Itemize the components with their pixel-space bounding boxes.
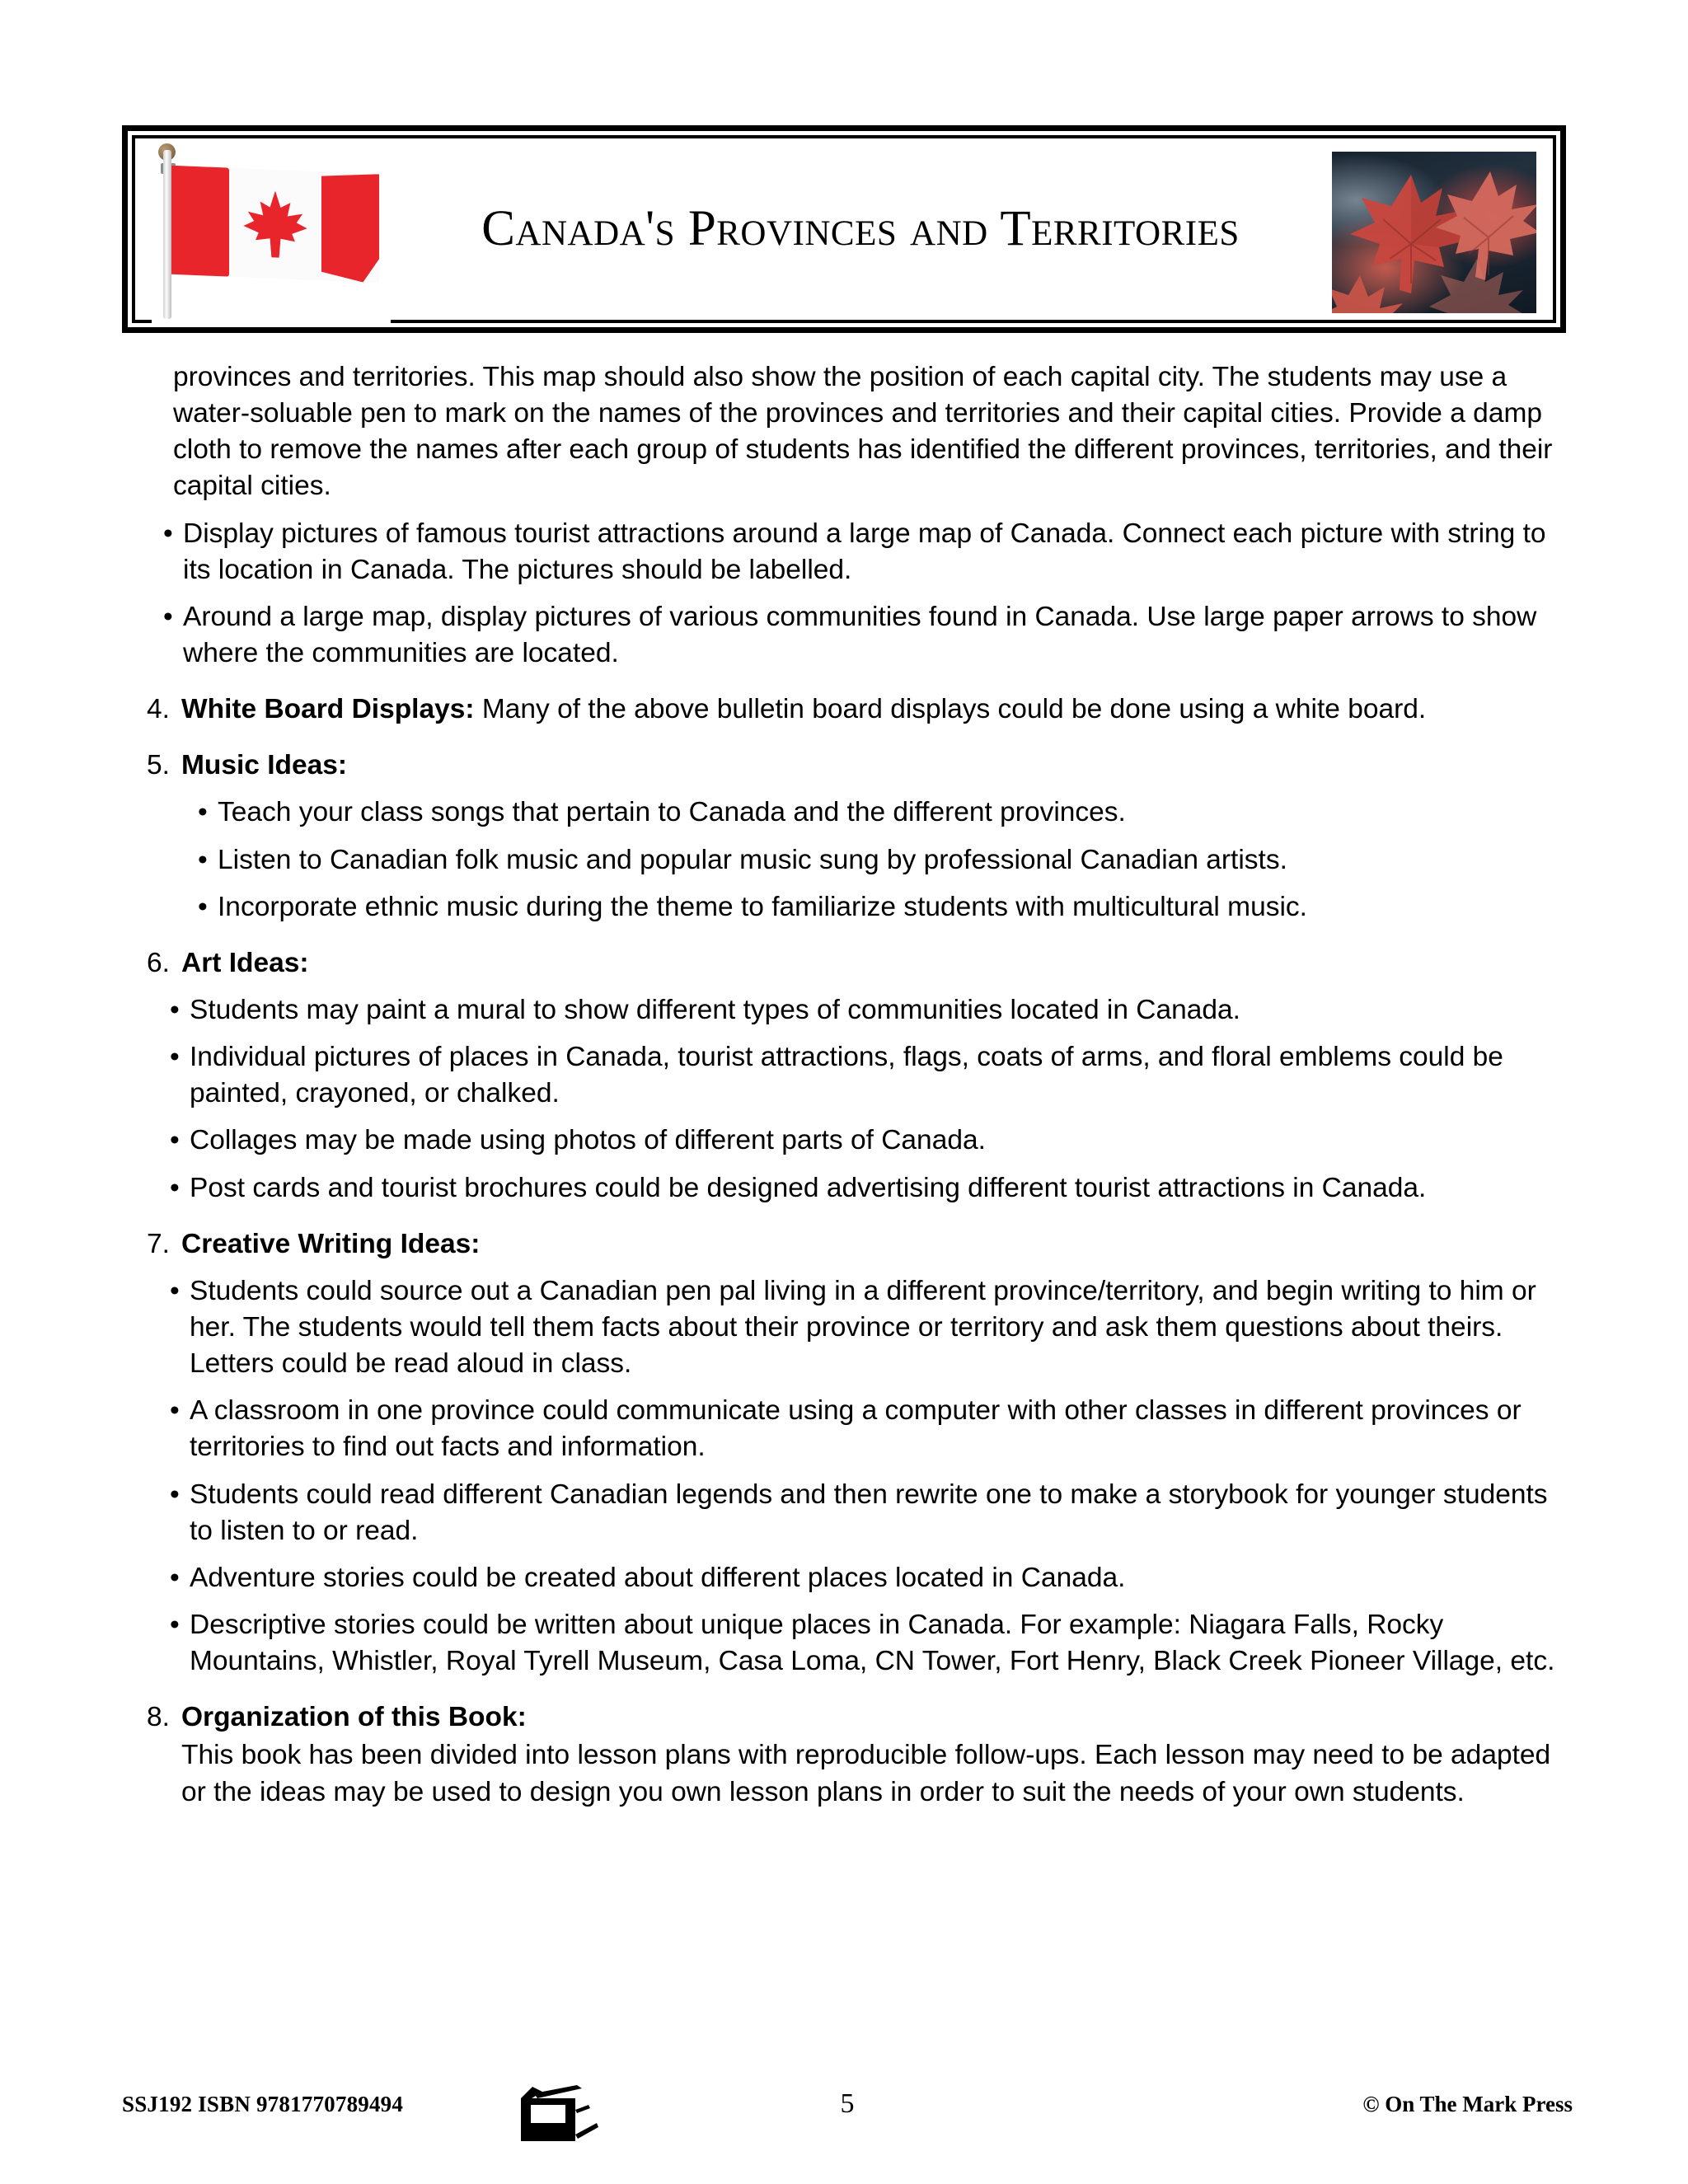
list-item: [122, 1170, 1566, 1207]
bullet-icon: •: [170, 1609, 180, 1640]
list-item-text: Collages may be made using photos of different parts of Canada.: [190, 1125, 986, 1156]
list-item: [122, 1122, 1566, 1159]
bullet-icon: •: [163, 518, 173, 549]
list-item-text: Students could source out a Canadian pen pal living in a different province/territory, and begin writing to him or her. The students would tell them facts about their province or territory and ask them questions about theirs. Letters could be read aloud in class.: [190, 1275, 1536, 1380]
closing-paragraph: This book has been divided into lesson plans with reproducible follow-ups. Each lesson may need to be adapted or the ideas may be used to design you own lesson plans in order to suit the needs of your own students.: [181, 1740, 1551, 1807]
maple-leaf-icon: [237, 185, 313, 264]
bullet-icon: •: [170, 1562, 180, 1593]
list-item-text: Around a large map, display pictures of various communities found in Canada. Use large paper arrows to show where the communities are located.: [183, 601, 1537, 668]
numbered-section-4: [122, 691, 1566, 728]
list-item-text: Students could read different Canadian legends and then rewrite one to make a storybook for younger students to listen to or read.: [190, 1479, 1548, 1546]
page-header-inner-frame: [132, 135, 1556, 323]
section-text: [181, 691, 1566, 728]
bullet-icon: •: [170, 1042, 180, 1073]
numbered-section-6: [122, 945, 1566, 982]
numbered-section-5: [122, 748, 1566, 784]
section-heading: Organization of this Book:: [181, 1702, 527, 1733]
bullet-icon: •: [198, 797, 208, 828]
section-number: 8.: [147, 1702, 170, 1733]
list-item: [122, 1393, 1566, 1465]
section-number: 5.: [147, 750, 170, 781]
list-item: [122, 599, 1566, 672]
list-item: [122, 889, 1566, 926]
bullet-icon: •: [170, 1479, 180, 1510]
section-number: 7.: [147, 1228, 170, 1259]
list-item: [122, 1607, 1566, 1680]
document-body: [122, 359, 1566, 1838]
bullet-icon: •: [170, 1172, 180, 1203]
flag-band-right: [321, 171, 379, 283]
page-footer: [122, 2085, 1573, 2135]
section-text: [181, 1226, 1566, 1263]
list-item: [122, 842, 1566, 879]
flag-band-left: [171, 166, 229, 277]
page-title: Canada's Provinces and Territories: [481, 200, 1240, 256]
section-heading: Creative Writing Ideas:: [181, 1228, 481, 1259]
bullet-icon: •: [198, 844, 208, 875]
list-item: [122, 794, 1566, 831]
list-item: [122, 1273, 1566, 1382]
numbered-section-7: [122, 1226, 1566, 1263]
section-heading: White Board Displays:: [181, 694, 475, 725]
footer-copyright: © On The Mark Press: [1362, 2092, 1573, 2116]
section-text: [181, 945, 1566, 982]
list-item: [122, 992, 1566, 1029]
flag-pole: [163, 150, 171, 319]
section-text: [181, 748, 1566, 784]
flag-body: [171, 166, 379, 284]
intro-paragraph: provinces and territories. This map should also show the position of each capital city. The students may use a water-soluable pen to mark on the names of the provinces and territories and their capital cities. Provide a damp cloth to remove the names after each group of students has identified the different provinces, territories, and their capital cities.: [173, 362, 1553, 502]
section-body: Many of the above bulletin board displays could be done using a white board.: [474, 694, 1427, 725]
page-number: 5: [840, 2088, 855, 2119]
bullet-icon: •: [163, 601, 173, 632]
bullet-icon: •: [170, 994, 180, 1025]
list-item-text: Descriptive stories could be written about unique places in Canada. For example: Niagara Falls, Rocky Mountains, Whistler, Royal Tyrell Museum, Casa Loma, CN Tower, Fort Henry, Black Creek Pioneer Village, etc.: [190, 1609, 1555, 1677]
list-item-text: Incorporate ethnic music during the theme to familiarize students with multicultural music.: [218, 891, 1307, 922]
list-item: [122, 516, 1566, 588]
bullet-icon: •: [170, 1275, 180, 1306]
list-item-text: Teach your class songs that pertain to Canada and the different provinces.: [218, 797, 1126, 828]
maple-leaves-photo: [1332, 152, 1536, 313]
list-item-text: Adventure stories could be created about different places located in Canada.: [190, 1562, 1126, 1593]
maple-leaves-artwork: [1332, 152, 1536, 313]
section-heading: Art Ideas:: [181, 947, 309, 978]
canadian-flag-image: [152, 142, 391, 323]
section-number: 6.: [147, 947, 170, 978]
list-item-text: Listen to Canadian folk music and popular music sung by professional Canadian artists.: [218, 844, 1287, 875]
list-item-text: A classroom in one province could communicate using a computer with other classes in different provinces or territories to find out facts and information.: [190, 1395, 1522, 1463]
section-heading: Music Ideas:: [181, 750, 348, 781]
list-item-text: Display pictures of famous tourist attractions around a large map of Canada. Connect each picture with string to its location in Canada. The pictures should be labelled.: [183, 518, 1546, 585]
list-item-text: Post cards and tourist brochures could be designed advertising different tourist attractions in Canada.: [190, 1172, 1427, 1203]
footer-isbn: SSJ192 ISBN 9781770789494: [122, 2092, 404, 2116]
page-header-banner: [122, 125, 1566, 333]
section-text: [181, 1699, 1566, 1736]
bullet-icon: •: [198, 891, 208, 922]
list-item: [122, 1477, 1566, 1549]
section-number: 4.: [147, 694, 170, 725]
list-item-text: Students may paint a mural to show different types of communities located in Canada.: [190, 994, 1240, 1025]
bullet-icon: •: [170, 1395, 180, 1427]
list-item: [122, 1560, 1566, 1596]
bullet-icon: •: [170, 1125, 180, 1156]
numbered-section-8: [122, 1699, 1566, 1736]
list-item-text: Individual pictures of places in Canada, tourist attractions, flags, coats of arms, and floral emblems could be painted, crayoned, or chalked.: [190, 1042, 1503, 1109]
list-item: [122, 1039, 1566, 1112]
